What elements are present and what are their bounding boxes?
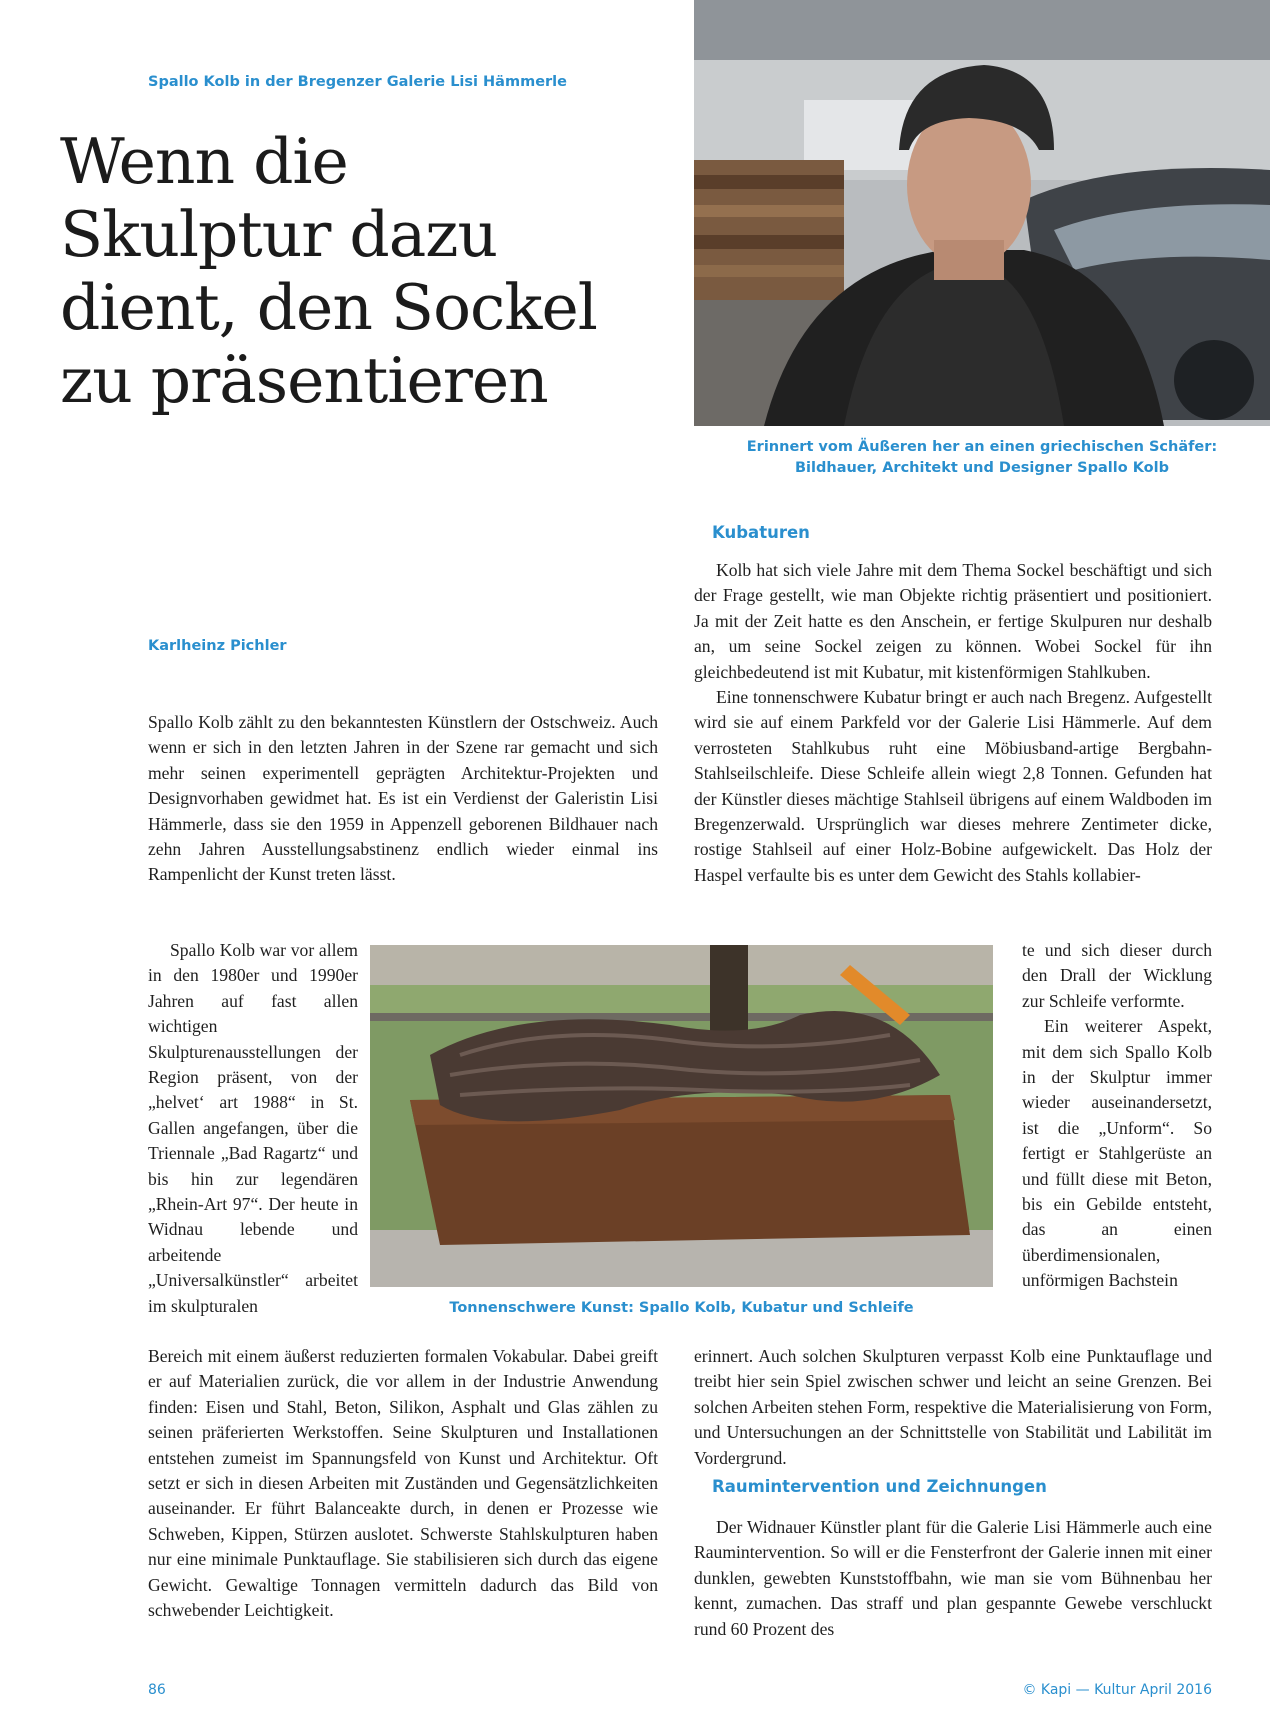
portrait-photo [694, 0, 1270, 426]
author: Karlheinz Pichler [148, 638, 287, 654]
paragraph: Bereich mit einem äußerst reduzierten formalen Vokabular. Dabei greift er auf Materialien zurück, die vor allem in der Industrie Anwendung finden: Eisen und Stahl, Beton, Silikon, Asphalt und Glas zählen zu seinen präferierten Werkstoffen. Seine Skulpturen und Installationen entstehen zumeist im Spannungsfeld von Kunst und Architektur. Oft setzt er sich in diesen Arbeiten mit Zuständen und Gegensätzlichkeiten auseinander. Er führt Balanceakte durch, in denen er Prozesse wie Schweben, Kippen, Stürzen auslotet. Schwerste Stahlskulpturen haben nur eine minimale Punktauflage. Sie stabilisieren sich durch das eigene Gewicht. Gewaltige Tonnagen vermitteln dadurch das Bild von schwebender Leichtigkeit. [148, 1346, 658, 1621]
portrait-caption [694, 437, 1270, 479]
page-number: 86 [148, 1682, 166, 1698]
paragraph: Der Widnauer Künstler plant für die Galerie Lisi Hämmerle auch eine Raumintervention. So will er die Fensterfront der Galerie innen mit einer dunklen, gewebten Kunststoffbahn, wie man sie vom Bühnenbau her kennt, zumachen. Das straff und plan gespannte Gewebe verschluckt rund 60 Prozent des [694, 1517, 1212, 1639]
subhead-raumintervention: Raumintervention und Zeichnungen [712, 1477, 1047, 1496]
left-column-intro [148, 710, 658, 888]
sculpture-photo [370, 945, 993, 1287]
right-column-bottom [694, 1344, 1212, 1471]
sculpture-caption: Tonnenschwere Kunst: Spallo Kolb, Kubatur und Schleife [449, 1300, 914, 1316]
subhead-kubaturen: Kubaturen [712, 523, 810, 542]
footer-credit: © Kapi — Kultur April 2016 [1022, 1682, 1212, 1698]
caption-line: Bildhauer, Architekt und Designer Spallo Kolb [795, 460, 1169, 476]
paragraph: Ein weiterer Aspekt, mit dem sich Spallo Kolb in der Skulptur immer wieder auseinandersetzt, ist die „Unform“. So fertigt er Stahlgerüste an und füllt diese mit Beton, bis ein Gebilde entsteht, das an einen überdimensionalen, unförmigen Bachstein [1022, 1016, 1212, 1291]
headline [60, 125, 660, 417]
paragraph: erinnert. Auch solchen Skulpturen verpasst Kolb eine Punktauflage und treibt hier sein Spiel zwischen schwer und leicht an seine Grenzen. Bei solchen Arbeiten stehen Form, respektive die Materialisierung von Form, und Untersuchungen an der Schnittstelle von Stabilität und Labilität im Vordergrund. [694, 1346, 1212, 1468]
headline-line: dient, den Sockel [60, 271, 597, 344]
paragraph: te und sich dieser durch den Drall der Wicklung zur Schleife verformte. [1022, 940, 1212, 1011]
kicker: Spallo Kolb in der Bregenzer Galerie Lisi Hämmerle [148, 74, 567, 90]
paragraph: Eine tonnenschwere Kubatur bringt er auch nach Bregenz. Aufgestellt wird sie auf einem Parkfeld vor der Galerie Lisi Hämmerle. Auf dem verrosteten Stahlkubus ruht eine Möbiusband-artige Bergbahn-Stahlseilschleife. Diese Schleife allein wiegt 2,8 Tonnen. Gefunden hat der Künstler dieses mächtige Stahlseil übrigens auf einem Waldboden im Bregenzerwald. Ursprünglich war dieses mehrere Zentimeter dicke, rostige Stahlseil auf einer Holz-Bobine aufgewickelt. Das Holz der Haspel verfaulte bis es unter dem Gewicht des Stahls kollabier- [694, 687, 1212, 885]
right-column-narrow [1022, 938, 1212, 1294]
caption-line: Erinnert vom Äußeren her an einen griechischen Schäfer: [746, 439, 1218, 455]
left-column-narrow [148, 938, 358, 1319]
headline-line: zu präsentieren [60, 344, 548, 417]
paragraph: Spallo Kolb zählt zu den bekanntesten Künstlern der Ostschweiz. Auch wenn er sich in den letzten Jahren in der Szene rar gemacht und sich mehr seinen experimentell geprägten Architektur-Projekten und Designvorhaben gewidmet hat. Es ist ein Verdienst der Galeristin Lisi Hämmerle, dass sie den 1959 in Appenzell geborenen Bildhauer nach zehn Jahren Ausstellungsabstinenz endlich wieder einmal ins Rampenlicht der Kunst treten lässt. [148, 712, 658, 885]
paragraph: Kolb hat sich viele Jahre mit dem Thema Sockel beschäftigt und sich der Frage gestellt, wie man Objekte richtig präsentiert und positioniert. Ja mit der Zeit hatte es den Anschein, er fertige Skulpuren nur deshalb an, um seine Sockel zeigen zu können. Wobei Sockel für ihn gleichbedeutend ist mit Kubatur, mit kistenförmigen Stahlkuben. [694, 560, 1212, 682]
right-column-last [694, 1515, 1212, 1642]
right-column-top [694, 558, 1212, 888]
headline-line: Wenn die [60, 125, 348, 198]
left-column-bottom [148, 1344, 658, 1623]
paragraph: Spallo Kolb war vor allem in den 1980er und 1990er Jahren auf fast allen wichtigen Skulpturenausstellungen der Region präsent, von der „helvet‘ art 1988“ in St. Gallen angefangen, über die Triennale „Bad Ragartz“ und bis hin zur legendären „Rhein-Art 97“. Der heute in Widnau lebende und arbeitende „Universalkünstler“ arbeitet im skulpturalen [148, 940, 358, 1316]
headline-line: Skulptur dazu [60, 198, 498, 271]
